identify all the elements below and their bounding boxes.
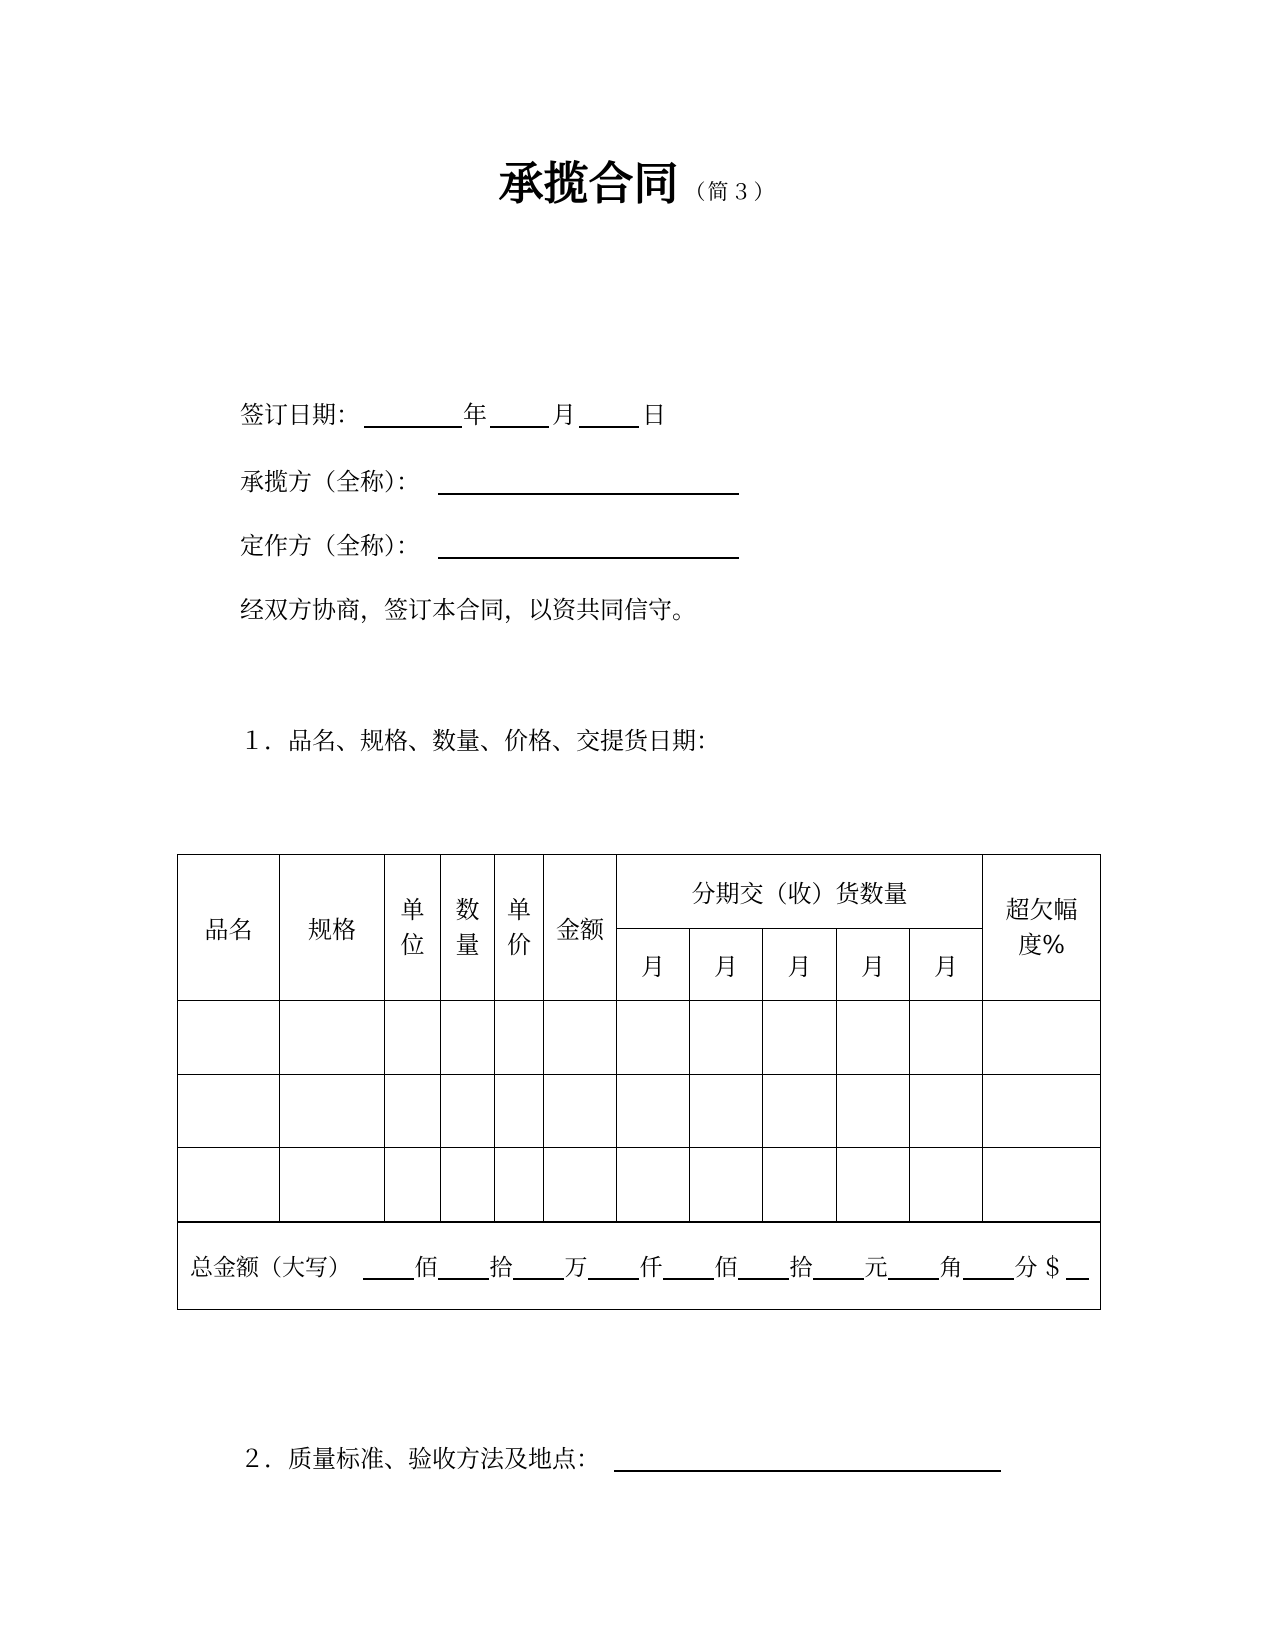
col-header-name: 品名: [178, 855, 280, 1001]
table-cell: [763, 1001, 837, 1075]
col-header-unit-price-line: 价: [507, 930, 531, 959]
table-cell: [178, 1148, 280, 1222]
col-header-amount: 金额: [544, 855, 617, 1001]
table-cell: [910, 1148, 983, 1222]
col-header-spec: 规格: [280, 855, 385, 1001]
table-cell: [983, 1001, 1101, 1075]
table-cell: [441, 1075, 495, 1148]
table-cell: [495, 1075, 544, 1148]
section1-heading: １．品名、规格、数量、价格、交提货日期：: [240, 727, 720, 755]
amount-digit-blank: [363, 1258, 414, 1280]
day-blank: [579, 404, 639, 428]
table-cell: [690, 1001, 763, 1075]
table-cell: [280, 1001, 385, 1075]
table-cell: [837, 1075, 910, 1148]
table-cell: [495, 1001, 544, 1075]
amount-unit-label: 元: [864, 1255, 888, 1282]
col-header-month: 月: [837, 929, 910, 1001]
amount-digit-blank: [963, 1258, 1014, 1280]
table-cell: [544, 1001, 617, 1075]
table-cell: [763, 1075, 837, 1148]
table-cell: [385, 1075, 441, 1148]
amount-digit-blank: [513, 1258, 564, 1280]
col-header-unit-line: 单: [400, 895, 425, 924]
amount-unit-label: 仟: [639, 1255, 663, 1282]
quality-standard-blank: [614, 1448, 1001, 1472]
table-row: [178, 1075, 1101, 1148]
amount-digit-blank: [813, 1258, 864, 1280]
col-header-unit: [385, 855, 441, 1001]
signing-date-line: [240, 400, 667, 430]
col-header-quantity-line: 量: [455, 930, 480, 959]
table-cell: [837, 1001, 910, 1075]
col-header-tolerance-line: 度%: [1018, 930, 1065, 959]
contractor-name-blank: [438, 471, 739, 495]
table-cell: [983, 1075, 1101, 1148]
amount-unit-label: 角: [939, 1255, 963, 1282]
table-cell: [910, 1075, 983, 1148]
amount-digit-blank: [888, 1258, 939, 1280]
table-cell: [544, 1148, 617, 1222]
amount-unit-label: 万: [564, 1255, 588, 1282]
table-row: [178, 1001, 1101, 1075]
col-header-unit-line: 位: [400, 930, 425, 959]
table-cell: [178, 1075, 280, 1148]
table-cell: [617, 1075, 690, 1148]
col-header-month: 月: [763, 929, 837, 1001]
amount-unit-label: 分: [1014, 1255, 1038, 1282]
col-header-unit-price-line: 单: [507, 895, 531, 924]
table-row: [178, 1148, 1101, 1222]
col-header-quantity-line: 数: [455, 895, 480, 924]
day-label: 日: [642, 401, 666, 429]
goods-table: [177, 854, 1101, 1310]
col-header-quantity: [441, 855, 495, 1001]
amount-digit-blank: [588, 1258, 639, 1280]
total-amount-cell: [178, 1222, 1101, 1310]
col-header-tolerance: [983, 855, 1101, 1001]
contractor-line: [240, 467, 739, 497]
table-cell: [690, 1075, 763, 1148]
document-title: [0, 154, 1275, 224]
title-main: 承揽合同: [498, 157, 679, 210]
amount-digit-blank: [438, 1258, 489, 1280]
table-cell: [385, 1001, 441, 1075]
customer-line: [240, 531, 739, 561]
amount-digit-blank: [738, 1258, 789, 1280]
table-header-row: [178, 855, 1101, 929]
table-cell: [385, 1148, 441, 1222]
section2-heading: ２．质量标准、验收方法及地点：: [240, 1445, 600, 1473]
col-header-tolerance-line: 超欠幅: [1005, 895, 1078, 924]
agreement-text: 经双方协商，签订本合同，以资共同信守。: [240, 596, 696, 624]
amount-unit-label: 拾: [789, 1255, 813, 1282]
table-cell: [178, 1001, 280, 1075]
amount-digit-blank: [663, 1258, 714, 1280]
table-cell: [910, 1001, 983, 1075]
amount-unit-label: 拾: [489, 1255, 513, 1282]
table-cell: [441, 1148, 495, 1222]
col-header-unit-price: [495, 855, 544, 1001]
table-cell: [495, 1148, 544, 1222]
amount-unit-label: 佰: [714, 1255, 738, 1282]
table-cell: [837, 1148, 910, 1222]
title-sub: （简３）: [684, 180, 777, 204]
table-cell: [544, 1075, 617, 1148]
col-header-month: 月: [690, 929, 763, 1001]
customer-label: 定作方（全称）：: [240, 532, 420, 560]
table-cell: [617, 1001, 690, 1075]
year-label: 年: [463, 401, 487, 429]
section2-line: [240, 1444, 1001, 1474]
customer-name-blank: [438, 535, 739, 559]
col-header-month: 月: [910, 929, 983, 1001]
amount-figure-blank: [1066, 1258, 1089, 1280]
amount-unit-label: 佰: [414, 1255, 438, 1282]
table-cell: [280, 1075, 385, 1148]
month-label: 月: [552, 401, 576, 429]
total-amount-label: 总金额（大写）: [190, 1255, 351, 1282]
contractor-label: 承揽方（全称）：: [240, 468, 420, 496]
table-cell: [441, 1001, 495, 1075]
table-cell: [983, 1148, 1101, 1222]
table-cell: [763, 1148, 837, 1222]
currency-symbol: ＄: [1041, 1255, 1064, 1282]
table-cell: [280, 1148, 385, 1222]
signing-date-label: 签订日期：: [240, 401, 360, 429]
table-cell: [690, 1148, 763, 1222]
table-cell: [617, 1148, 690, 1222]
year-blank: [364, 404, 462, 428]
month-blank: [490, 404, 549, 428]
total-amount-row: [178, 1222, 1101, 1310]
col-header-month: 月: [617, 929, 690, 1001]
col-header-installments: 分期交（收）货数量: [617, 855, 983, 929]
